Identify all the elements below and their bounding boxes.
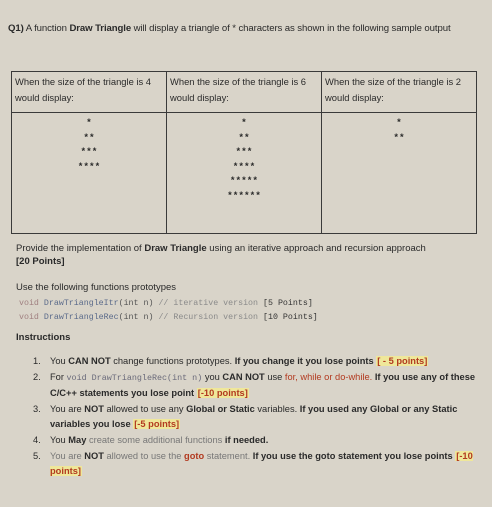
table-header-size-6: When the size of the triangle is 6 would display: [167, 72, 322, 113]
table-header-size-2: When the size of the triangle is 2 would display: [322, 72, 477, 113]
prototype-iterative: void DrawTriangleItr(int n) // iterative version [5 Points] [19, 299, 313, 308]
sample-output-table [11, 71, 477, 234]
rule-item-5: 5. You are NOT allowed to use the goto statement. If you use the goto statement you lose points [-10 points] [33, 450, 473, 477]
prototypes-intro: Use the following functions prototypes [16, 282, 177, 293]
task-description: Provide the implementation of Draw Triangle using an iterative approach and recursion approach [20 Points] [16, 243, 426, 267]
question-title: Q1) A function Draw Triangle will display a triangle of * characters as shown in the following sample output [8, 23, 451, 34]
rule-item-3: 3. You are NOT allowed to use any Global or Static variables. If you used any Global or any Static variables you lose [-5 points] [33, 403, 458, 430]
triangle-output-size-6: * ** *** **** ***** ****** [167, 113, 322, 234]
triangle-output-size-4: * ** *** **** [12, 113, 167, 234]
rule-item-2: 2. For void DrawTriangleRec(int n) you CAN NOT use for, while or do-while. If you use any of these C/C++ statements you lose point [-10 points] [33, 371, 476, 399]
prototype-recursive: void DrawTriangleRec(int n) // Recursion version [10 Points] [19, 313, 318, 322]
instructions-list [16, 354, 476, 480]
table-header-size-4: When the size of the triangle is 4 would display: [12, 72, 167, 113]
rule-item-4: 4. You May create some additional functions if needed. [33, 434, 269, 445]
rule-item-1: 1. You CAN NOT change functions prototypes. If you change it you lose points [ - 5 points] [33, 356, 428, 366]
triangle-output-size-2: * ** [322, 113, 477, 234]
instructions-heading: Instructions [16, 332, 71, 343]
